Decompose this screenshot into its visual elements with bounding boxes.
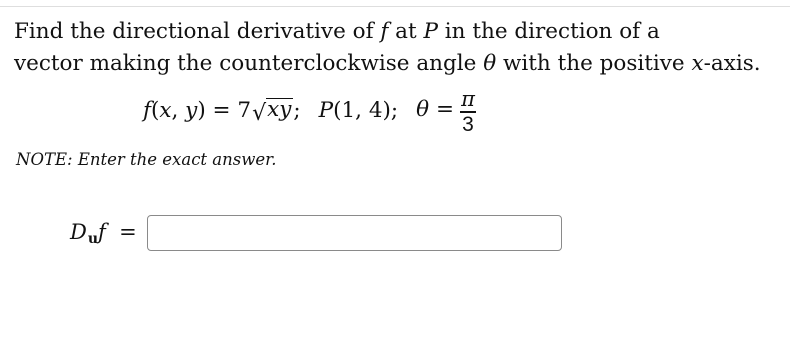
point-definition: P(1, 4);	[318, 97, 399, 123]
question-prompt	[14, 16, 784, 80]
angle-definition: θ = $\frac{\pi}{3}$	[416, 87, 475, 136]
answer-label: $D_uf$ =	[70, 219, 137, 247]
pi-over-three-fraction: $\frac{\pi}{3}$	[461, 87, 475, 136]
note-text: NOTE: Enter the exact answer.	[16, 150, 277, 169]
problem-formula	[143, 80, 476, 140]
top-divider	[0, 6, 790, 7]
prompt-line-1: Find the directional derivative of f at P in the direction of a	[14, 19, 660, 44]
function-definition: f(x, y) = 7 √ xy ;	[143, 96, 301, 126]
prompt-line-2: vector making the counterclockwise angle θ with the positive x-axis.	[14, 51, 761, 76]
answer-input[interactable]	[147, 215, 562, 251]
answer-row	[70, 211, 562, 255]
